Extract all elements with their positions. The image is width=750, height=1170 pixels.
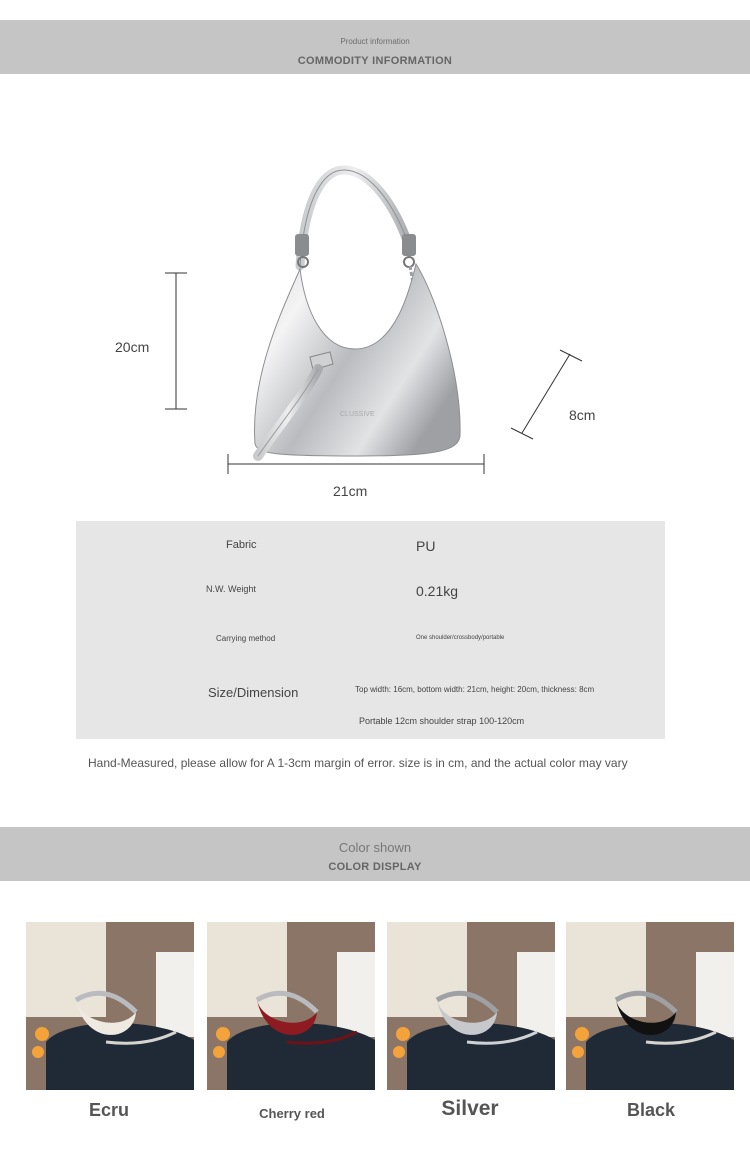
banner-subtitle: Product information: [340, 37, 410, 46]
spec-value-secondary: Portable 12cm shoulder strap 100-120cm: [359, 716, 525, 726]
color-label-ecru: Ecru: [88, 1100, 130, 1120]
spec-table: [76, 521, 665, 739]
color-option-black[interactable]: [566, 922, 734, 1090]
svg-text:CLUSSIVE: CLUSSIVE: [340, 411, 375, 418]
color-label-black: Black: [626, 1100, 676, 1120]
width-label: 21cm: [333, 483, 368, 499]
color-display-banner: [0, 827, 750, 881]
product-dimension-figure: [0, 74, 750, 524]
measurement-note: Hand-Measured, please allow for A 1-3cm margin of error. size is in cm, and the actual color may vary: [88, 756, 628, 770]
black-product-photo: [566, 922, 734, 1090]
color-option-ecru[interactable]: [26, 922, 194, 1090]
bag-illustration: [0, 74, 750, 524]
banner-title: COLOR DISPLAY: [328, 861, 422, 873]
spec-key: Carrying method: [216, 634, 276, 643]
banner-subtitle: Color shown: [338, 840, 412, 855]
spec-key: Fabric: [226, 539, 257, 551]
color-label-silver: Silver: [441, 1097, 499, 1120]
banner-title: COMMODITY INFORMATION: [297, 55, 453, 67]
color-option-silver[interactable]: [387, 922, 555, 1090]
silver-product-photo: [387, 922, 555, 1090]
spec-value: 0.21kg: [416, 583, 459, 599]
spec-value: One shoulder/crossbody/portable: [416, 635, 505, 641]
commodity-info-banner: [0, 20, 750, 74]
spec-key: N.W. Weight: [206, 584, 256, 594]
color-label-cherry-red: Cherry red: [259, 1106, 325, 1121]
ecru-product-photo: [26, 922, 194, 1090]
depth-label: 8cm: [569, 407, 596, 423]
color-option-cherry-red[interactable]: [207, 922, 375, 1090]
spec-value: Top width: 16cm, bottom width: 21cm, height: 20cm, thickness: 8cm: [355, 685, 595, 694]
cherry-red-product-photo: [207, 922, 375, 1090]
spec-value: PU: [416, 538, 436, 554]
height-label: 20cm: [115, 339, 150, 355]
spec-key: Size/Dimension: [208, 685, 299, 700]
